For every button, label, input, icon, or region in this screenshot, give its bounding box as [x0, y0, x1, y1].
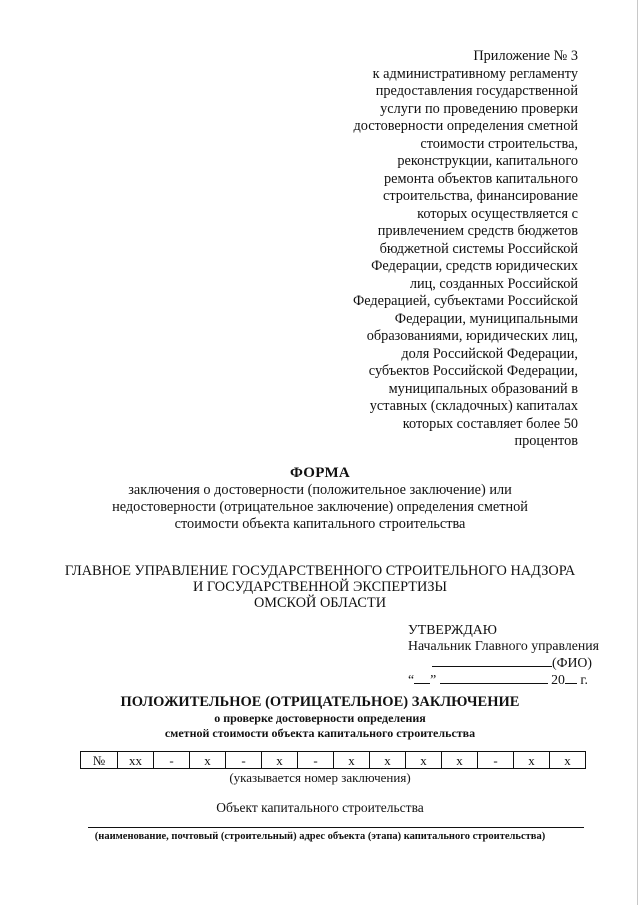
approval-title: УТВЕРЖДАЮ — [408, 622, 497, 637]
form-subtitle-line: стоимости объекта капитального строительства — [174, 516, 466, 532]
appendix-line: привлечением средств бюджетов — [377, 223, 578, 239]
number-cell[interactable]: х — [370, 752, 406, 769]
appendix-line: реконструкции, капитального — [397, 153, 578, 169]
appendix-line: Федерации, муниципальными — [394, 310, 578, 327]
conclusion-number-row — [81, 752, 586, 769]
appendix-line: лиц, созданных Российской — [409, 275, 578, 292]
object-label: Объект капитального строительства — [216, 800, 424, 815]
appendix-line: образованиями, юридических лиц, — [366, 328, 578, 344]
number-hint: (указывается номер заключения) — [229, 770, 411, 785]
appendix-line: процентов — [514, 433, 578, 449]
organization-line: И ГОСУДАРСТВЕННОЙ ЭКСПЕРТИЗЫ — [193, 579, 447, 595]
appendix-line: к административному регламенту — [372, 65, 578, 82]
fio-label: (ФИО) — [551, 655, 592, 670]
form-subtitle — [0, 482, 640, 533]
conclusion-number-table — [80, 751, 586, 769]
appendix-line: уставных (складочных) капиталах — [369, 398, 578, 414]
form-title: ФОРМА — [289, 465, 351, 481]
number-cell[interactable]: х — [442, 752, 478, 769]
appendix-line: ремонта объектов капитального — [384, 170, 578, 187]
number-cell: № — [81, 752, 118, 769]
date-row — [408, 671, 598, 688]
approval-block — [408, 622, 598, 688]
number-cell[interactable]: - — [478, 752, 514, 769]
organization-line: ГЛАВНОЕ УПРАВЛЕНИЕ ГОСУДАРСТВЕННОГО СТРОИТЕЛЬНОГО НАДЗОРА — [64, 563, 576, 579]
number-cell[interactable]: - — [226, 752, 262, 769]
number-cell[interactable]: - — [154, 752, 190, 769]
conclusion-subtitle-2: сметной стоимости объекта капитального строительства — [164, 726, 476, 740]
appendix-line: достоверности определения сметной — [353, 118, 578, 134]
appendix-line: муниципальных образований в — [388, 380, 578, 397]
number-cell[interactable]: х — [262, 752, 298, 769]
number-cell[interactable]: - — [298, 752, 334, 769]
quote-open: “ — [408, 672, 415, 687]
month-blank[interactable] — [440, 671, 548, 684]
number-cell[interactable]: х — [550, 752, 586, 769]
number-cell[interactable]: х — [334, 752, 370, 769]
conclusion-subtitle-1: о проверке достоверности определения — [214, 711, 426, 725]
year-blank[interactable] — [565, 671, 577, 684]
appendix-line: которых составляет более 50 — [402, 415, 578, 432]
number-cell[interactable]: х — [406, 752, 442, 769]
conclusion-title: ПОЛОЖИТЕЛЬНОЕ (ОТРИЦАТЕЛЬНОЕ) ЗАКЛЮЧЕНИЕ — [120, 694, 520, 710]
conclusion-heading — [0, 694, 640, 741]
appendix-note — [330, 48, 578, 451]
organization-line: ОМСКОЙ ОБЛАСТИ — [253, 595, 387, 611]
quote-close: ” — [430, 672, 437, 687]
appendix-line: которых осуществляется с — [417, 205, 578, 222]
number-cell[interactable]: х — [514, 752, 550, 769]
appendix-line: услуги по проведению проверки — [380, 100, 578, 117]
appendix-line: Приложение № 3 — [473, 48, 578, 64]
year-prefix: 20 — [551, 672, 565, 687]
object-input-line[interactable] — [88, 827, 584, 828]
day-blank[interactable] — [414, 671, 430, 684]
number-cell[interactable]: х — [190, 752, 226, 769]
year-suffix: г. — [580, 672, 588, 687]
appendix-line: строительства, финансирование — [382, 188, 578, 204]
appendix-line: Федерации, средств юридических — [371, 258, 578, 274]
appendix-line: доля Российской Федерации, — [401, 345, 578, 362]
approval-position: Начальник Главного управления — [408, 638, 599, 653]
form-subtitle-line: недостоверности (отрицательное заключение) определения сметной — [112, 499, 528, 515]
appendix-line: Федерацией, субъектами Российской — [352, 293, 578, 309]
object-caption: (наименование, почтовый (строительный) адрес объекта (этапа) капитального строительства) — [94, 831, 546, 842]
fio-row — [408, 654, 598, 671]
fio-blank[interactable] — [432, 654, 552, 667]
organization-name — [0, 563, 640, 611]
appendix-line: субъектов Российской Федерации, — [368, 363, 578, 379]
appendix-line: бюджетной системы Российской — [379, 240, 578, 257]
appendix-line: предоставления государственной — [375, 83, 578, 99]
appendix-line: стоимости строительства, — [420, 135, 578, 152]
form-subtitle-line: заключения о достоверности (положительное заключение) или — [128, 482, 512, 498]
number-cell[interactable]: хх — [118, 752, 154, 769]
